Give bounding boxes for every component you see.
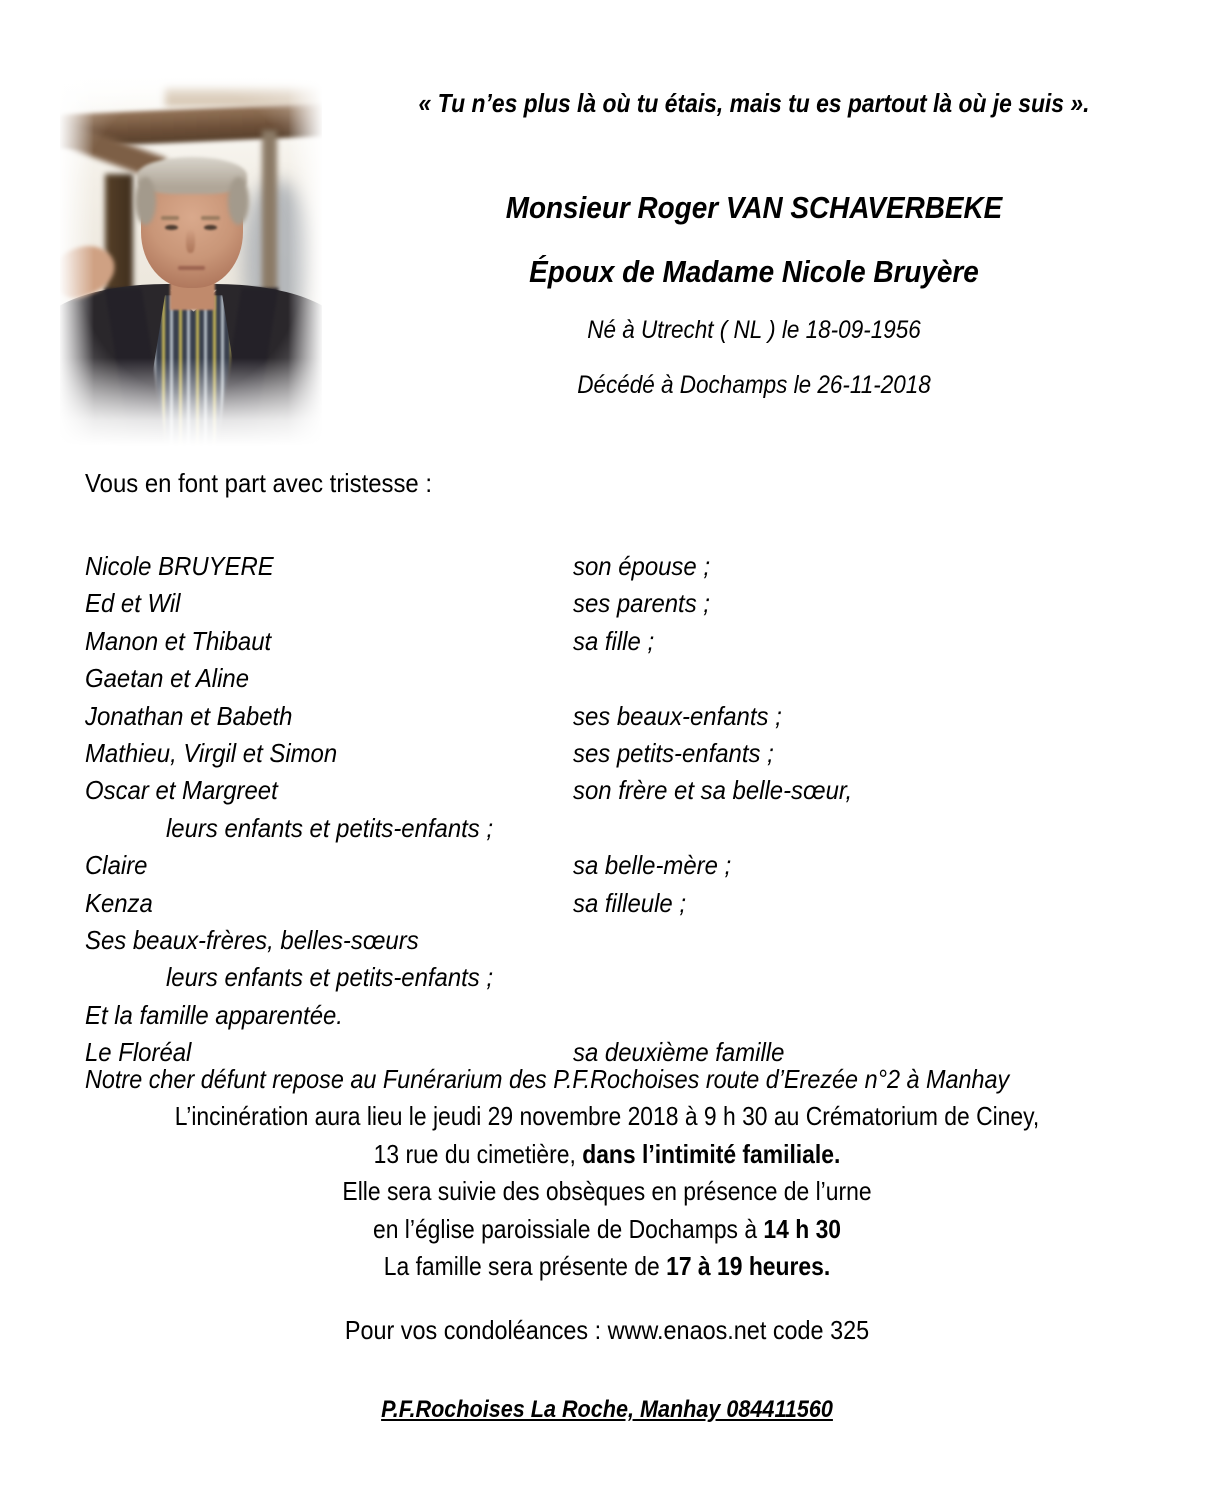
presence-line bbox=[108, 1248, 1106, 1285]
family-member-name: Manon et Thibaut bbox=[85, 625, 272, 656]
family-member-name: leurs enfants et petits-enfants ; bbox=[165, 962, 494, 993]
family-relation bbox=[573, 997, 1118, 1034]
memorial-quote: « Tu n’es plus là où tu étais, mais tu es partout là où je suis ». bbox=[418, 88, 1090, 118]
birth-line: Né à Utrecht ( NL ) le 18-09-1956 bbox=[587, 316, 921, 344]
family-row bbox=[85, 660, 1165, 697]
family-member-name: Ses beaux-frères, belles-sœurs bbox=[85, 924, 419, 955]
deceased-name-title: Monsieur Roger VAN SCHAVERBEKE bbox=[505, 190, 1003, 225]
family-row bbox=[85, 847, 1165, 884]
family-row bbox=[85, 548, 1165, 585]
family-row bbox=[85, 885, 1165, 922]
portrait-photo bbox=[60, 78, 322, 446]
family-member-name: leurs enfants et petits-enfants ; bbox=[165, 812, 494, 843]
repose-line: Notre cher défunt repose au Funérarium des P.F.Rochoises route d’Erezée n°2 à Manhay bbox=[85, 1064, 1010, 1094]
family-relation: sa belle-mère ; bbox=[573, 850, 732, 881]
family-row bbox=[85, 959, 1165, 996]
urn-line: Elle sera suivie des obsèques en présence de l’urne bbox=[342, 1176, 872, 1207]
family-relation: sa fille ; bbox=[573, 625, 655, 656]
church-time-bold: 14 h 30 bbox=[763, 1213, 842, 1244]
family-row bbox=[85, 698, 1165, 735]
family-row bbox=[85, 772, 1165, 809]
family-relation bbox=[573, 922, 1118, 959]
family-member-name: Jonathan et Babeth bbox=[85, 700, 293, 731]
church-line bbox=[108, 1211, 1106, 1248]
announcement-intro: Vous en font part avec tristesse : bbox=[85, 468, 433, 498]
family-member-name: Le Floréal bbox=[85, 1037, 192, 1068]
family-row bbox=[85, 585, 1165, 622]
family-relation: sa deuxième famille bbox=[573, 1037, 785, 1068]
family-member-name: Gaetan et Aline bbox=[85, 663, 250, 694]
family-member-name: Ed et Wil bbox=[85, 588, 181, 619]
death-line: Décédé à Dochamps le 26-11-2018 bbox=[577, 371, 931, 399]
family-row bbox=[85, 922, 1165, 959]
funeral-home-footer: P.F.Rochoises La Roche, Manhay 084411560 bbox=[381, 1396, 833, 1423]
family-relation: sa filleule ; bbox=[573, 887, 687, 918]
family-member-name: Nicole BRUYERE bbox=[85, 551, 274, 581]
family-row bbox=[85, 810, 1165, 847]
family-row bbox=[85, 735, 1165, 772]
presence-hours-bold: 17 à 19 heures. bbox=[666, 1251, 831, 1282]
address-bold: dans l’intimité familiale. bbox=[582, 1138, 841, 1169]
presence-prefix: La famille sera présente de bbox=[383, 1251, 667, 1282]
ceremony-block bbox=[40, 1098, 1174, 1285]
church-prefix: en l’église paroissiale de Dochamps à bbox=[372, 1213, 764, 1244]
family-list bbox=[85, 548, 1165, 1071]
photo-fade-vignette bbox=[60, 78, 322, 446]
family-member-name: Mathieu, Virgil et Simon bbox=[85, 737, 338, 768]
condolences-line: Pour vos condoléances : www.enaos.net code 325 bbox=[344, 1315, 870, 1345]
family-member-name: Claire bbox=[85, 850, 148, 881]
address-line bbox=[108, 1136, 1106, 1173]
family-relation bbox=[573, 959, 1118, 996]
spouse-line: Époux de Madame Nicole Bruyère bbox=[529, 254, 979, 289]
family-relation: ses petits-enfants ; bbox=[573, 737, 774, 768]
family-relation: son frère et sa belle-sœur, bbox=[573, 775, 853, 806]
family-member-name: Et la famille apparentée. bbox=[85, 999, 343, 1030]
family-relation: ses parents ; bbox=[573, 588, 710, 619]
family-member-name: Kenza bbox=[85, 887, 153, 918]
address-prefix: 13 rue du cimetière, bbox=[373, 1138, 583, 1169]
cremation-line: L’incinération aura lieu le jeudi 29 novembre 2018 à 9 h 30 au Crématorium de Ciney, bbox=[174, 1101, 1040, 1132]
family-relation bbox=[573, 810, 1118, 847]
family-relation bbox=[573, 660, 1118, 697]
family-row bbox=[85, 997, 1165, 1034]
family-relation: ses beaux-enfants ; bbox=[573, 700, 782, 731]
family-member-name: Oscar et Margreet bbox=[85, 775, 278, 806]
family-row bbox=[85, 623, 1165, 660]
family-relation: son épouse ; bbox=[573, 551, 710, 581]
